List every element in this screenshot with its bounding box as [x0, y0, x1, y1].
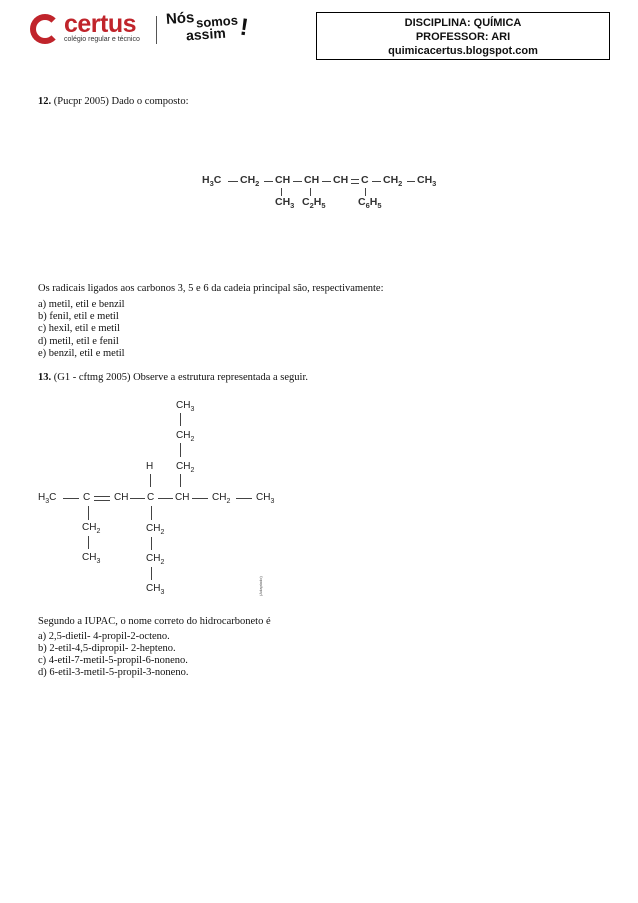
q12-bond [407, 181, 415, 182]
q13-bond [192, 498, 208, 499]
q13-option-a: a) 2,5-dietil- 4-propil-2-octeno. [38, 631, 170, 642]
q12-statement: Os radicais ligados aos carbonos 3, 5 e 6 da cadeia principal são, respectivamente: [38, 283, 384, 294]
q12-main-c4: CH [304, 174, 320, 186]
slogan-line-1: Nós [165, 9, 195, 28]
slogan-line-2: somos [195, 12, 239, 31]
q13-main-c6: $CH_2$ [212, 492, 231, 505]
q13-bond [130, 498, 145, 499]
q13-left-ch3: $CH_3$ [82, 552, 101, 565]
q12-branch-bond [310, 188, 311, 196]
q13-main-c2: C [83, 492, 91, 503]
q13-option-d: d) 6-etil-3-metil-5-propil-3-noneno. [38, 667, 189, 678]
logo-divider [156, 16, 157, 44]
q13-bond [151, 506, 152, 520]
q13-option-b: b) 2-etil-4,5-dipropil- 2-hepteno. [38, 643, 176, 654]
q13-number: 13. [38, 372, 52, 383]
q13-bond [151, 567, 152, 580]
q12-branch-ethyl: $C_2H_5$ [302, 196, 326, 211]
q12-main-c8: $CH_3$ [417, 174, 437, 189]
q13-top-ch2-b: $CH_2$ [176, 461, 195, 474]
q13-low-ch2-a: $CH_2$ [146, 523, 165, 536]
q12-option-d: d) metil, etil e fenil [38, 336, 119, 347]
q13-bond [180, 474, 181, 487]
q13-bond [158, 498, 173, 499]
q13-credit: (Adaptado) [258, 576, 263, 596]
q13-bond [150, 474, 151, 487]
q12-source: (Pucpr 2005) Dado o composto: [53, 96, 189, 107]
q13-double-bond-bottom [94, 500, 110, 501]
q12-branch-bond [365, 188, 366, 196]
blog-address: quimicacertus.blogspot.com [388, 45, 538, 57]
q12-structural-formula [202, 168, 442, 218]
q12-bond [293, 181, 302, 182]
q13-bond [63, 498, 79, 499]
q13-bond [236, 498, 252, 499]
q12-option-a: a) metil, etil e benzil [38, 299, 125, 310]
q12-main-c6: C [361, 174, 369, 186]
q13-statement: Segundo a IUPAC, o nome correto do hidrocarboneto é [38, 616, 271, 627]
q12-branch-methyl: $CH_3$ [275, 196, 295, 211]
q12-bond [264, 181, 273, 182]
q13-bond [180, 443, 181, 457]
q12-option-e: e) benzil, etil e metil [38, 348, 125, 359]
q13-hydrogen: H [146, 461, 154, 472]
q12-double-bond-top [351, 179, 359, 180]
q12-number: 12. [38, 96, 52, 107]
slogan-exclamation: ! [238, 13, 250, 42]
q12-main-c2: $CH_2$ [240, 174, 260, 189]
q12-bond [228, 181, 238, 182]
q13-main-c1: $H_3C$ [38, 492, 57, 505]
q13-option-c: c) 4-etil-7-metil-5-propil-6-noneno. [38, 655, 188, 666]
q13-main-c3: CH [114, 492, 129, 503]
q13-low-ch3: $CH_3$ [146, 583, 165, 596]
q12-main-c1: $H_3C$ [202, 174, 222, 189]
q12-heading [38, 96, 188, 109]
q13-double-bond-top [94, 496, 110, 497]
q12-branch-phenyl: $C_6H_5$ [358, 196, 382, 211]
q12-main-c7: $CH_2$ [383, 174, 403, 189]
q13-bond [88, 536, 89, 549]
q13-top-ch2-a: $CH_2$ [176, 430, 195, 443]
brand-tagline: colégio regular e técnico [64, 36, 140, 43]
q12-double-bond-bottom [351, 183, 359, 184]
discipline-label: DISCIPLINA: QUÍMICA [404, 17, 522, 29]
q13-heading [38, 372, 308, 385]
q13-structural-formula [38, 396, 288, 601]
professor-label: PROFESSOR: ARI [415, 31, 511, 43]
q12-bond [322, 181, 331, 182]
q13-main-c7: $CH_3$ [256, 492, 275, 505]
brand-name: certus [64, 10, 137, 38]
q13-bond [180, 413, 181, 426]
q13-main-c5: CH [175, 492, 190, 503]
slogan-line-3: assim [185, 24, 227, 44]
q13-left-ch2: $CH_2$ [82, 522, 101, 535]
q12-option-c: c) hexil, etil e metil [38, 323, 120, 334]
q12-branch-bond [281, 188, 282, 196]
course-info-box [316, 12, 610, 60]
q13-top-ch3: $CH_3$ [176, 400, 195, 413]
q13-bond [88, 506, 89, 520]
q12-bond [372, 181, 381, 182]
q13-bond [151, 537, 152, 550]
q13-main-c4: C [147, 492, 155, 503]
q13-low-ch2-b: $CH_2$ [146, 553, 165, 566]
certus-logo-mark [30, 14, 60, 44]
q12-main-c5: CH [333, 174, 349, 186]
q13-source: (G1 - cftmg 2005) Observe a estrutura representada a seguir. [53, 372, 308, 383]
q12-main-c3: CH [275, 174, 291, 186]
q12-option-b: b) fenil, etil e metil [38, 311, 119, 322]
